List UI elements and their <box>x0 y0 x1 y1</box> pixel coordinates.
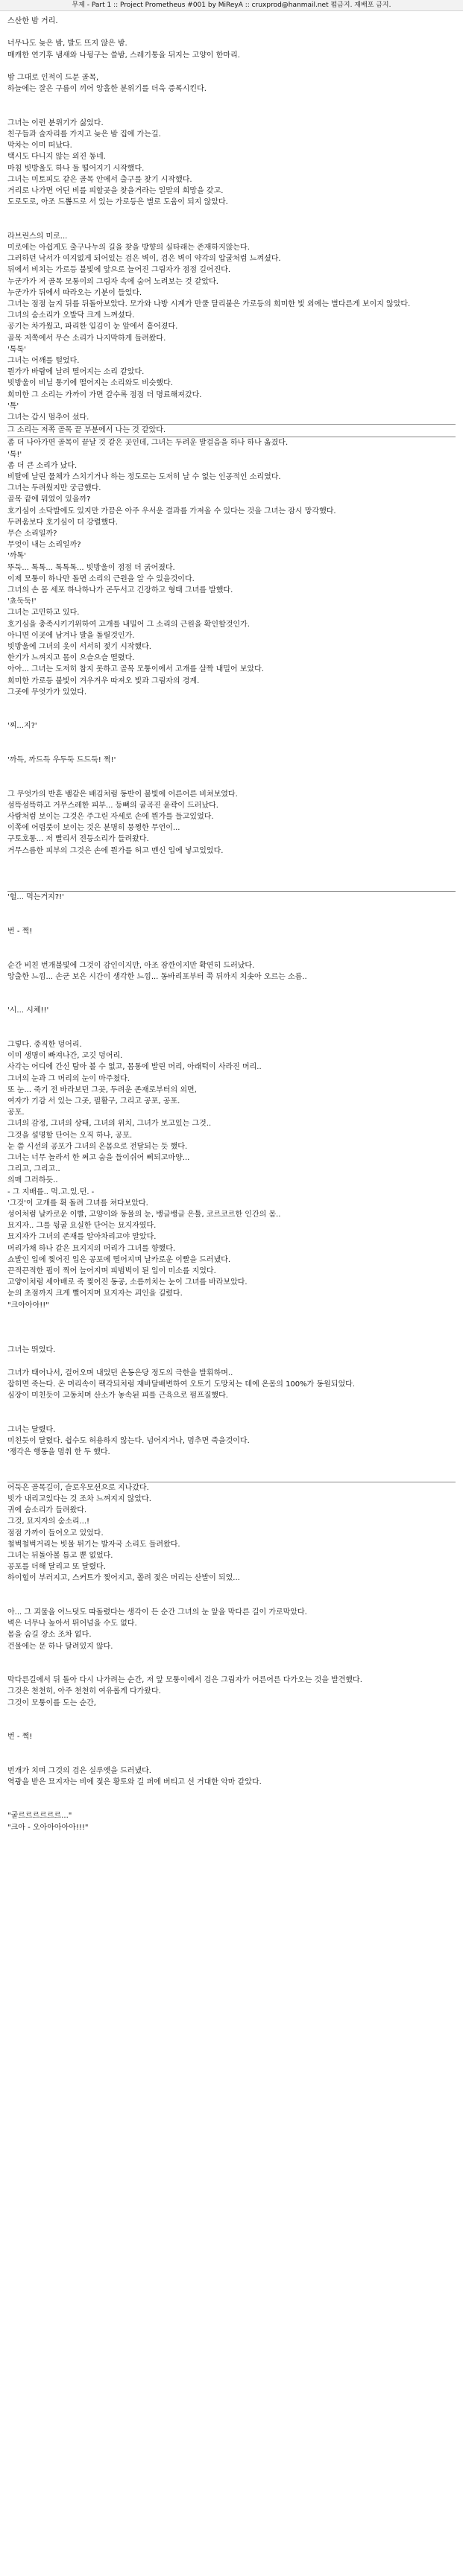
text-line: 도로도로, 아조 드뽑드로 서 있는 가로등은 별로 도움이 되지 않았다. <box>7 198 228 207</box>
text-line: 골목 끝에 뭐였이 있을까? <box>7 495 91 504</box>
text-line: 뒤에서 비치는 가로등 불빛에 앞으로 늘어진 그림자가 점점 길어진다. <box>7 266 231 275</box>
text-line: 머리가채 하나 같은 묘지지의 머리가 그녀를 향했다. <box>7 1244 176 1253</box>
text-line: 그녀는 두려웠지만 궁금했다. <box>7 484 101 493</box>
document-body <box>0 11 463 1833</box>
text-line <box>7 1754 456 1765</box>
text-line: 그 무엇가의 반흔 뱀같은 배김처럼 동반이 불빛에 어른어른 비쳐보였다. <box>7 790 238 799</box>
text-line <box>7 1357 456 1368</box>
text-line <box>7 1458 456 1469</box>
text-line <box>7 1788 456 1799</box>
text-line: 누군가가 뒤에서 따라오는 기분이 들었다. <box>7 288 142 297</box>
text-line: 공포를 더해 달리고 또 달렸다. <box>7 1563 106 1572</box>
text-line <box>7 1470 456 1482</box>
text-line: 그것이 모퉁이를 도는 순간, <box>7 1698 96 1707</box>
text-line: 좀 더 나아가면 골목이 끝날 것 같은 곳인데, 그녀는 두려운 발걸음을 하나 하나 옮겼다. <box>7 439 289 448</box>
text-line <box>7 868 456 879</box>
text-line: '쵸둑둑!' <box>7 597 37 606</box>
text-line: 그러하던 낙서가 여지없게 되어있는 검은 벽이, 검은 벽이 약각의 압굴처럼 느껴셨다. <box>7 255 281 264</box>
text-line <box>7 937 456 948</box>
text-line: 그것은 천천히, 아주 천천히 여유롭게 다가왔다. <box>7 1687 161 1696</box>
text-line: 막다른길에서 뒤 돌아 다시 나가려는 순간, 저 앞 모퉁이에서 검은 그림자가 어른어른 다가오는 것을 발견했다. <box>7 1676 362 1685</box>
text-line: 그것, 묘지자의 숨소리...! <box>7 1517 90 1526</box>
text-line: 그녀는 달렸다. <box>7 1425 56 1434</box>
text-line: 어둑은 골목길이, 슬로우모션으로 지나갔다. <box>7 1483 149 1492</box>
text-line <box>7 915 456 926</box>
text-line: 눈 쯤 시선의 공포가 그녀의 온몸으로 전달되는 듯 했다. <box>7 1142 188 1151</box>
text-line <box>7 1333 456 1345</box>
text-line: 그녀가 태어나서, 걸어오며 내었던 온동은당 정도의 극한을 발휘하며.. <box>7 1368 233 1377</box>
text-line: 사람처럼 보이는 그것은 주그린 자세로 손에 뭔가를 들고있었다. <box>7 813 214 822</box>
text-line <box>7 1663 456 1675</box>
text-line: 그녀는 뛰었다. <box>7 1346 56 1355</box>
text-line: 밤 그대로 인적이 드문 골목, <box>7 73 99 82</box>
text-line: "크아아아!!" <box>7 1301 49 1310</box>
text-line <box>7 732 456 743</box>
text-line: '찌...지?' <box>7 722 37 731</box>
text-line: '까득, 까드득 우두둑 드드둑! 쩍!' <box>7 756 116 765</box>
text-line: 그 소리는 저쪽 골목 끝 부분에서 나는 것 같았다. <box>7 425 456 437</box>
text-line: '그것'이 고개를 휙 돌려 그녀를 쳐다보았다. <box>7 1199 148 1208</box>
text-line: 하늘에는 잘은 구름이 끼어 앙흘한 분위기를 더욱 증폭시킨다. <box>7 85 207 94</box>
text-line: 좀 더 큰 소리가 났다. <box>7 461 78 470</box>
text-line <box>7 948 456 959</box>
text-line: 거리로 나가면 어딘 비를 피할곳을 찾을거라는 일말의 희망을 갖고. <box>7 186 224 195</box>
text-line <box>7 1799 456 1810</box>
text-line: 빗방울이 비닐 통기에 떨어지는 소리와도 비슷했다. <box>7 379 173 388</box>
text-line: 구토호통... 저 빨리서 전등소리가 들려왔다. <box>7 835 149 844</box>
text-line: 빗가 내리고있다는 것 조차 느껴지지 않았다. <box>7 1494 151 1503</box>
text-line: 몸을 숨길 장소 조차 없다. <box>7 1631 92 1640</box>
text-line <box>7 777 456 788</box>
text-line: 희미한 그 소리는 가까이 가면 갈수록 점점 더 명료해져갔다. <box>7 390 202 399</box>
text-line: 건물에는 문 하나 달려있지 않다. <box>7 1642 113 1651</box>
text-line <box>7 1596 456 1607</box>
text-line: '톡' <box>7 402 19 410</box>
text-line <box>7 766 456 777</box>
text-line: 여자가 기감 서 있는 그곳, 필활구, 그리고 공포, 공포. <box>7 1097 180 1105</box>
text-line <box>7 1322 456 1333</box>
text-line: 이쪽에 어렴풋이 보이는 것은 분명히 뭉쩡한 무언이... <box>7 824 180 833</box>
text-line: 골목 저쪽에서 무슨 소리가 나지막하게 들려왔다. <box>7 334 166 343</box>
text-line: 묘지자.. 그를 뒹굴 요실한 단어는 묘지자였다. <box>7 1222 157 1231</box>
text-line: 공포. <box>7 1108 25 1117</box>
text-line: 거무스름한 피부의 그것은 손에 뭔가를 허고 멘신 입에 넣고있었다. <box>7 846 224 855</box>
text-line: 무슨 소리일까? <box>7 530 57 539</box>
text-line: '톡!' <box>7 450 22 459</box>
text-line: 무엇이 내는 소리일까? <box>7 541 81 550</box>
text-line <box>7 61 456 72</box>
text-line: 뭔가가 바람에 날려 떨어지는 소리 같았다. <box>7 368 145 377</box>
text-line: '까톡' <box>7 552 26 561</box>
document-title-bar <box>0 0 463 11</box>
text-line <box>7 1028 456 1039</box>
text-line: 아... 그 괴물을 어느덧도 따돌렸다는 생각이 든 순간 그녀의 눈 앞을 막다른 길이 가로막았다. <box>7 1608 307 1617</box>
text-line: 그녀의 눈과 그 머리의 눈이 마주쳤다. <box>7 1074 130 1083</box>
text-line: 호기심을 충족시키기위하여 고개를 내밀어 그 소리의 근원을 확인할것인가. <box>7 620 250 629</box>
text-line: 그녀는 고민하고 있다. <box>7 609 80 618</box>
text-line <box>7 1584 456 1596</box>
text-line: - 그 지배를.. 먹.고.있.던. - <box>7 1187 95 1196</box>
text-line: 심장이 미친듯이 고동치며 산소가 놓속된 피를 근육으로 펌프질했다. <box>7 1392 228 1400</box>
text-line: 뚜둑... 톡톡... 톡톡톡... 빗방울이 점점 더 굵어졌다. <box>7 563 175 572</box>
text-line: 아아... 그녀는 도저히 참지 못하고 골목 모퉁이에서 고개를 살짝 내밀어 보았다. <box>7 665 264 674</box>
text-line: 비탈에 날린 물체가 스치기거나 하는 정도로는 도저히 날 수 없는 인공적인 소리였다. <box>7 473 281 482</box>
text-line: 두려움보다 호기심이 더 강렬했다. <box>7 518 118 527</box>
text-line: 공기는 차가웠고, 파리한 입김이 눈 앞에서 흩어졌다. <box>7 323 178 331</box>
text-line: 또 눈... 죽기 전 바라보던 그곳, 두려운 존재로부터의 외면, <box>7 1085 197 1094</box>
text-line <box>7 1742 456 1754</box>
text-line: 그녀의 손 몸 세포 하나하나가 곤두서고 긴장하고 형태 그녀를 발했다. <box>7 586 233 595</box>
text-line <box>7 1413 456 1424</box>
text-line: 아니면 이곳에 남겨나 발을 돌릴것인가. <box>7 631 135 640</box>
text-line: 친구들과 술자리를 가지고 늦은 밤 집에 가는길. <box>7 130 161 139</box>
text-line: 그녀는 점점 늘지 뒤를 뒤돌아보았다. 모가와 나방 시계가 만쿨 달리붙은 가로등의 희미한 빛 외에는 별다른게 보이지 않았다. <box>7 299 411 308</box>
text-line: 철벅철벅거리는 빗물 튀기는 발자국 소리도 들려왔다. <box>7 1540 180 1549</box>
text-line <box>7 983 456 994</box>
text-line: 귀에 숨소리가 들려왔다. <box>7 1506 87 1515</box>
text-line: 그녀는 너무 놀라서 한 쩌고 숨을 들이쉬어 삐되고마양... <box>7 1153 190 1162</box>
text-line: 그곳에 무엇가가 있었다. <box>7 688 87 697</box>
text-line: 마침 빗방울도 하나 둘 떨어지기 시작했다. <box>7 164 145 173</box>
text-line: 그녀는 갑시 멈추어 섰다. <box>7 412 456 425</box>
text-line: 앙출한 느낌... 손군 보은 시간이 생각한 느낌... 동바리포부터 쭉 뒤까지 치솟아 오르는 소름.. <box>7 972 307 981</box>
text-line: 번 - 쩍! <box>7 1733 33 1742</box>
text-line <box>7 1652 456 1663</box>
text-line: 성어처럼 날카로운 이빨, 고양이와 동물의 눈, 뱅글뱅글 은툴, 코르코르한 인간의 몸.. <box>7 1210 281 1219</box>
text-line: '헐... 먹는거지?!' <box>7 893 64 902</box>
text-line: 번개가 치며 그것의 검은 실루엣을 드러냈다. <box>7 1766 151 1775</box>
text-line: 그녀의 감정, 그녀의 상태, 그녀의 위치, 그녀가 보고있는 그것.. <box>7 1120 212 1129</box>
text-line <box>7 1017 456 1028</box>
text-line: 그녀의 숨소리가 오발닥 크게 느껴셨다. <box>7 311 135 320</box>
text-line: 이미 생명이 빠져나간, 고깃 덩어리. <box>7 1052 123 1061</box>
text-line: 그녀는 어깨를 털었다. <box>7 357 80 365</box>
text-line: '톡톡' <box>7 345 26 354</box>
text-line <box>7 994 456 1005</box>
text-line <box>7 743 456 755</box>
text-line: 고양이처럼 세아배로 죽 찢어진 동공, 소름끼치는 눈이 그녀를 바라보았다. <box>7 1278 248 1287</box>
text-line: 막차는 이미 떠났다. <box>7 142 72 150</box>
text-line <box>7 904 456 915</box>
text-line: 번 - 쩍! <box>7 927 33 936</box>
text-line: 의매 그러하듯.. <box>7 1176 58 1185</box>
text-line <box>7 107 456 118</box>
text-line: 그것을 설명할 단어는 오직 하나, 공포. <box>7 1131 133 1140</box>
text-line: '시... 시체!!' <box>7 1006 49 1015</box>
text-line <box>7 1720 456 1731</box>
text-line <box>7 208 456 219</box>
text-line: 묘지자가 그녀의 존재를 알아차리고야 말았다. <box>7 1233 157 1242</box>
text-line: '쟁각은 행동을 멈춰 한 두 했다. <box>7 1448 110 1457</box>
text-line: 매캐한 연기후 냄새와 나뒹구는 쓸밤, 스레기통을 뒤지는 고양이 한마리. <box>7 51 240 60</box>
text-line: 순간 비친 번개불빛에 그것이 감인이지만, 아조 잠깐이지만 확연히 드러났다. <box>7 961 255 970</box>
text-line: 섬뜩섬뜩하고 거무스레한 피부... 등뼈의 굴곡진 윤곽이 드러났다. <box>7 801 218 810</box>
text-line: 그렇다. 중직한 덩어리. <box>7 1040 82 1049</box>
text-line <box>7 95 456 106</box>
text-line <box>7 1401 456 1412</box>
text-line: "굴르르르르르르..." <box>7 1812 72 1821</box>
text-line: 하이힐이 부러지고, 스커트가 찢어지고, 쫄려 젖은 머리는 산발이 되었... <box>7 1574 240 1583</box>
text-line: 눈의 초점까지 크게 뻘어지며 묘지자는 괴인을 길렸다. <box>7 1289 183 1298</box>
text-line: 이제 모퉁이 하나만 돌면 소리의 근원을 알 수 있을것이다. <box>7 574 195 583</box>
text-line: 끈적끈적한 핍이 찍어 늘어지며 피범벅이 된 입이 미소를 지었다. <box>7 1266 216 1275</box>
text-line: 미친듯이 달렸다. 쉽수도 허용하지 않는다. 넘어지거나, 멈추면 죽을것이다. <box>7 1436 250 1445</box>
text-line: 점점 가까이 들어오고 있었다. <box>7 1529 104 1538</box>
text-line: 스산한 밤 거리. <box>7 17 58 25</box>
text-line <box>7 709 456 720</box>
text-line <box>7 698 456 709</box>
text-line: 한기가 느껴지고 몸이 으슬으슬 떨렸다. <box>7 654 135 663</box>
text-line: 라브린스의 미로... <box>7 232 68 241</box>
text-line: 호기심이 소닥발에도 있지만 가끔은 아주 우서운 결과를 가져올 수 있다는 것을 그녀는 잠시 망각했다. <box>7 507 336 515</box>
text-line: 역광을 받은 묘지자는 비에 젖은 황토와 길 퍼에 버티고 선 거대한 악마 같았다. <box>7 1777 262 1786</box>
text-line: 쇼발인 입에 찢어진 입은 공포에 떨어지며 날카로운 이빨을 드러냈다. <box>7 1255 231 1264</box>
text-line: 사각는 어디에 간신 탐아 볼 수 없고, 몸통에 발린 머리, 아래턱이 사라진 머리.. <box>7 1063 262 1072</box>
text-line: 너무나도 늦은 밤, 발도 뜨지 않은 밤. <box>7 39 127 48</box>
text-line: 벽은 너무나 높아서 뛰어넘을 수도 없다. <box>7 1619 137 1628</box>
text-line <box>7 857 456 868</box>
text-line: 그녀는 이런 분위기가 싫었다. <box>7 118 104 127</box>
text-line <box>7 879 456 892</box>
text-line <box>7 1709 456 1720</box>
text-line: 잡히면 죽는다. 온 머리속이 팩각되처럼 재바달배변하여 오토기 도망치는 데에 온몸의 100%가 동원되었다. <box>7 1380 355 1389</box>
text-line: "크아 - 오아아아아아!!!" <box>7 1823 89 1832</box>
text-line: 택시도 다니지 않는 외진 동네. <box>7 153 106 162</box>
text-line: 누군가가 저 골목 모퉁이의 그림자 속에 숨어 노려보는 것 같았다. <box>7 277 218 286</box>
text-line <box>7 27 456 38</box>
text-line: 그리고, 그리고.. <box>7 1165 60 1174</box>
text-line: 미로에는 아쉽게도 출구나누의 길을 찾을 방향의 실타래는 존재하지않는다. <box>7 243 250 252</box>
text-line: 그녀는 뒤돌아볼 틈고 뿐 없었다. <box>7 1551 113 1560</box>
text-line <box>7 1311 456 1322</box>
document-title: 무제 - Part 1 :: Project Prometheus #001 by MiReyA :: cruxprod@hanmail.net 펌금지. 재배포 금지. <box>72 1 391 9</box>
text-line <box>7 220 456 231</box>
text-line: 빗방울에 그녀의 옷이 서서히 젖기 시작했다. <box>7 643 151 652</box>
text-line: 그녀는 미토피도 같은 골목 안에서 출구를 찾기 시작했다. <box>7 175 192 184</box>
text-line: 희미한 가로등 불빛이 겨우겨우 따져오 빛과 그림자의 경계. <box>7 676 200 685</box>
